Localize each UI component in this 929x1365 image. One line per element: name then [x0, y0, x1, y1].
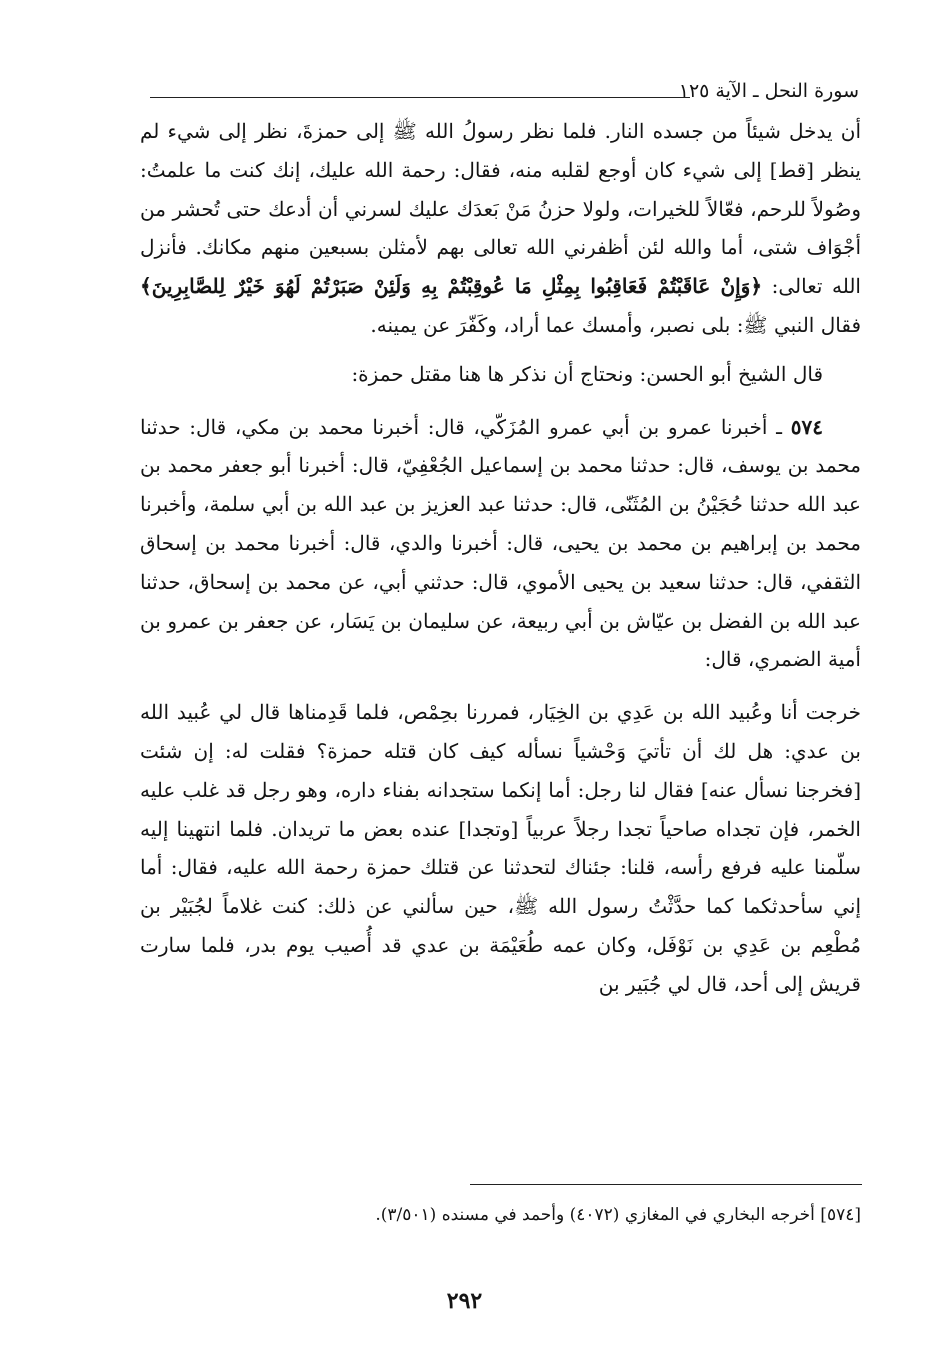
footnote: [٥٧٤] أخرجه البخاري في المغازي (٤٠٧٢) وأحمد في مسنده (٣/٥٠١). [375, 1205, 861, 1225]
paragraph-sheikh-note: قال الشيخ أبو الحسن: ونحتاج أن نذكر ها هنا مقتل حمزة: [351, 361, 823, 386]
paragraph-hamza-continuation [140, 112, 861, 345]
quran-verse: ﴿وَإِنْ عَاقَبْتُمْ فَعَاقِبُوا بِمِثْلِ مَا عُوقِبْتُمْ بِهِ وَلَئِنْ صَبَرْتُمْ لَهُوَ خَيْرٌ لِلصَّابِرِينَ﴾ [140, 274, 763, 299]
hadith-number: ٥٧٤ [790, 414, 823, 439]
main-text [140, 112, 861, 1004]
paragraph-text: أن يدخل شيئاً من جسده النار. فلما نظر رسولُ الله ﷺ إلى حمزةَ، نظر إلى شيء لم ينظر [قط] إلى شيء كان أوجع لقلبه منه، فقال: رحمة الله عليك، إنك كنت ما علمتُ: وصُولاً للرحم، فعّالاً للخيرات، ولولا حزنُ مَنْ بَعدَك عليك لسرني أن أدعك حتى تُحشر من أجْوَاف شتى، أما والله لئن أظفرني الله تعالى بهم لأمثلن بسبعين منهم مكانك. فأنزل الله تعالى: [140, 119, 861, 299]
page-number: ٢٩٢ [446, 1288, 483, 1314]
paragraph-text: فقال النبي ﷺ: بلى نصبر، وأمسك عما أراد، وكَفّرَ عن يمينه. [370, 312, 861, 337]
header-rule [150, 97, 690, 98]
paragraph-wahshi-story: خرجت أنا وعُبيد الله بن عَدِي بن الخِيَار، فمررنا بحِمْص، فلما قَدِمناها قال لي عُبيد الله بن عدي: هل لك أن تأتيَ وَحْشياً نسأله كيف كان قتله حمزة؟ فقلت له: إن شئت [فخرجنا نسأل عنه] فقال لنا رجل: أما إنكما ستجدانه بفناء داره، وهو رجل قد غلب عليه الخمر، فإن تجداه صاحياً تجدا رجلاً عربياً [وتجدا] عنده بعض ما تريدان. فلما انتهينا إليه سلّمنا عليه فرفع رأسه، قلنا: جئناك لتحدثنا عن قتلك حمزة رحمة الله عليه، فقال: أما إني سأحدثكما كما حدَّثْتُ رسول الله ﷺ، حين سألني عن ذلك: كنت غلاماً لجُبَيْر بن مُطْعِم بن عَدِي بن نَوْفَل، وكان عمه طُعَيْمَة بن عدي قد أُصيب يوم بدر، فلما سارت قريش إلى أحد، قال لي جُبَير بن [140, 700, 862, 996]
running-title: سورة النحل ـ الآية ١٢٥ [678, 80, 859, 102]
paragraph-hadith-isnad [140, 408, 861, 680]
paragraph-text: ـ أخبرنا عمرو بن أبي عمرو المُزَكّي، قال: أخبرنا محمد بن مكي، قال: حدثنا محمد بن يوسف، قال: حدثنا محمد بن إسماعيل الجُعْفِيّ، قال: أخبرنا أبو جعفر محمد بن عبد الله حدثنا حُجَيْنُ بن المُثَنّى، قال: حدثنا عبد العزيز بن عبد الله بن أبي سلمة، وأخبرنا محمد بن إبراهيم بن محمد بن يحيى، قال: أخبرنا والدي، قال: أخبرنا محمد بن إسحاق الثقفي، قال: حدثنا سعيد بن يحيى الأموي، قال: حدثني أبي، عن محمد بن إسحاق، حدثنا عبد الله بن الفضل بن عيّاش بن أبي ربيعة، عن سليمان بن يَسَار، عن جعفر بن عمرو بن أمية الضمري، قال: [140, 414, 861, 672]
running-header [150, 76, 859, 106]
footnote-rule [470, 1184, 862, 1185]
